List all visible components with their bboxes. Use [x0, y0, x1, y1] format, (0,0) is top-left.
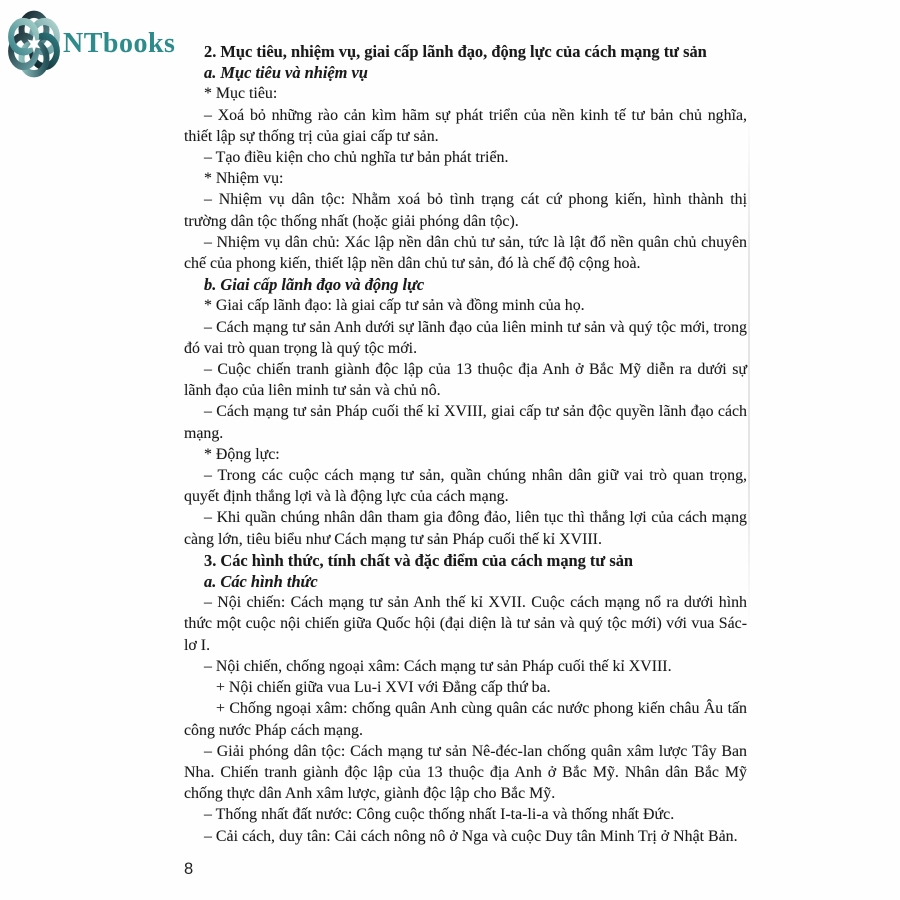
paragraph: – Nhiệm vụ dân chủ: Xác lập nền dân chủ tư sản, tức là lật đổ nền quân chủ chuyên chế của phong kiến, thiết lập nền dân chủ tư sản, đó là chế độ cộng hoà.: [184, 233, 747, 273]
sub-section-heading: a. Các hình thức: [204, 572, 318, 592]
section-heading: 2. Mục tiêu, nhiệm vụ, giai cấp lãnh đạo, động lực của cách mạng tư sản: [204, 42, 707, 61]
page-number: 8: [184, 860, 194, 878]
paragraph: – Cuộc chiến tranh giành độc lập của 13 thuộc địa Anh ở Bắc Mỹ diễn ra dưới sự lãnh đạo của liên minh tư sản và chủ nô.: [184, 361, 747, 400]
paragraph: – Cách mạng tư sản Anh dưới sự lãnh đạo của liên minh tư sản và quý tộc mới, trong đó vai trò quan trọng là quý tộc mới.: [184, 318, 747, 357]
paragraph: – Cải cách, duy tân: Cải cách nông nô ở Nga và cuộc Duy tân Minh Trị ở Nhật Bản.: [204, 827, 738, 845]
paragraph-sub-item: + Chống ngoại xâm: chống quân Anh cùng quân các nước phong kiến châu Âu tấn công nước Pháp cách mạng.: [184, 700, 747, 739]
paragraph: – Trong các cuộc cách mạng tư sản, quần chúng nhân dân giữ vai trò quan trọng, quyết định thắng lợi và là động lực của cách mạng.: [184, 467, 747, 506]
paragraph: – Nội chiến: Cách mạng tư sản Anh thế kỉ XVII. Cuộc cách mạng nổ ra dưới hình thức một cuộc nội chiến giữa Quốc hội (đại diện là tư sản và quý tộc mới) với vua Sác-lơ I.: [184, 594, 747, 654]
ntbooks-logo: [8, 10, 175, 78]
sub-section-heading: b. Giai cấp lãnh đạo và động lực: [204, 275, 425, 295]
paragraph-sub-item: + Nội chiến giữa vua Lu-i XVI với Đẳng cấp thứ ba.: [216, 679, 551, 697]
section-heading: 3. Các hình thức, tính chất và đặc điểm của cách mạng tư sản: [204, 550, 634, 570]
logo-brand-text: NTbooks: [63, 28, 176, 59]
paragraph: – Thống nhất đất nước: Công cuộc thống nhất I-ta-li-a và thống nhất Đức.: [204, 806, 675, 824]
paragraph: – Xoá bỏ những rào cản kìm hãm sự phát triển của nền kinh tế tư bản chủ nghĩa, thiết lập sự thống trị của giai cấp tư sản.: [184, 106, 747, 145]
scan-edge-shadow: [748, 110, 750, 630]
paragraph: – Nội chiến, chống ngoại xâm: Cách mạng tư sản Pháp cuối thế kỉ XVIII.: [204, 657, 672, 675]
paragraph: – Tạo điều kiện cho chủ nghĩa tư bản phát triển.: [204, 149, 509, 167]
sub-section-heading: a. Mục tiêu và nhiệm vụ: [204, 63, 368, 83]
paragraph: * Giai cấp lãnh đạo: là giai cấp tư sản và đồng minh của họ.: [204, 297, 585, 315]
paragraph: * Nhiệm vụ:: [204, 170, 284, 188]
page-content: [184, 41, 747, 847]
knot-flower-icon: [8, 10, 60, 78]
paragraph: – Giải phóng dân tộc: Cách mạng tư sản Nê-đéc-lan chống quân xâm lược Tây Ban Nha. Chiến tranh giành độc lập của 13 thuộc địa Anh ở Bắc Mỹ. Nhân dân Bắc Mỹ chống thực dân Anh xâm lược, giành độc lập cho Bắc Mỹ.: [184, 742, 747, 803]
paragraph: – Khi quần chúng nhân dân tham gia đông đảo, liên tục thì thắng lợi của cách mạng càng lớn, tiêu biểu như Cách mạng tư sản Pháp cuối thế kỉ XVIII.: [184, 509, 747, 548]
paragraph: * Động lực:: [204, 445, 280, 463]
paragraph: – Cách mạng tư sản Pháp cuối thế kỉ XVIII, giai cấp tư sản độc quyền lãnh đạo cách mạng.: [184, 403, 747, 442]
paragraph: – Nhiệm vụ dân tộc: Nhằm xoá bỏ tình trạng cát cứ phong kiến, hình thành thị trường dân tộc thống nhất (hoặc giải phóng dân tộc).: [184, 191, 747, 230]
paragraph: * Mục tiêu:: [204, 85, 278, 103]
